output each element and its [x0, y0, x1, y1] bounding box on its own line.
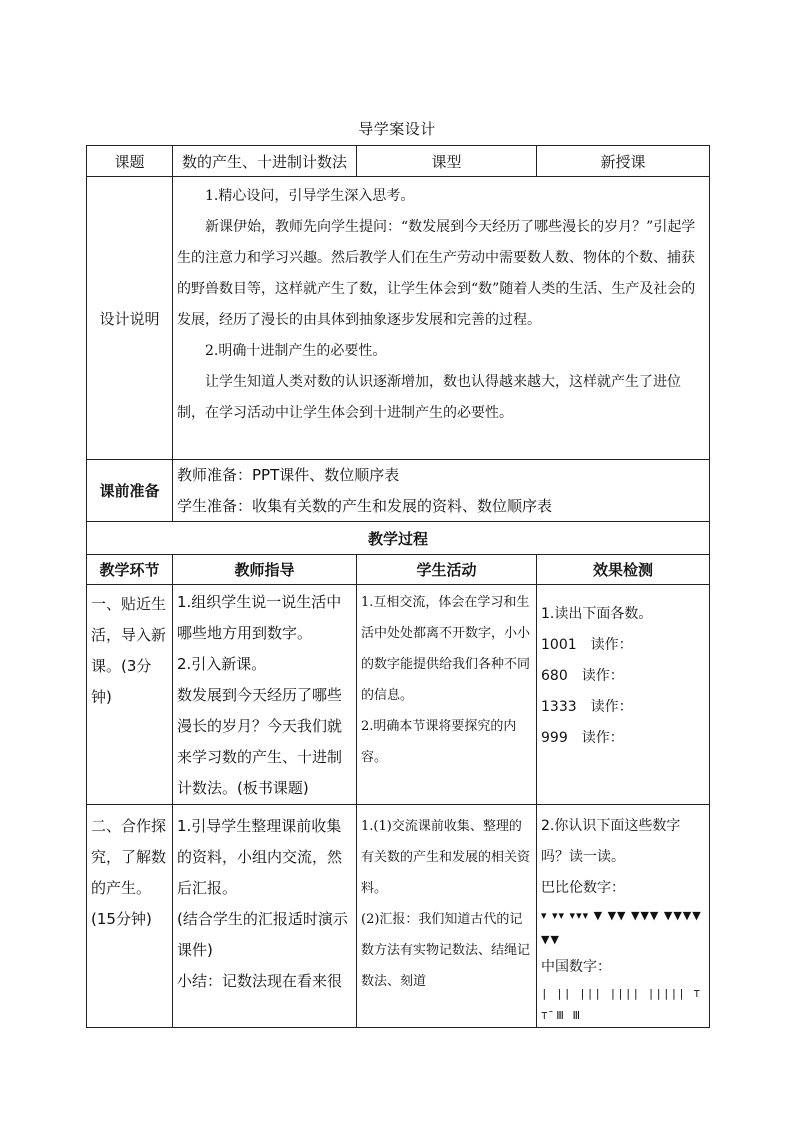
- student-cell: [357, 805, 537, 1028]
- check-line-2: 巴比伦数字：: [541, 880, 625, 896]
- design-content: [173, 177, 710, 460]
- design-point-2: 2.明确十进制产生的必要性。: [205, 343, 387, 359]
- check-cell: [537, 585, 710, 805]
- design-paragraph-1: 新课伊始，教师先向学生提问：“数发展到今天经历了哪些漫长的岁月？”引起学生的注意力和学习兴趣。然后教学人们在生产劳动中需要数人数、物体的个数、捕获的野兽数目等，这样就产生了数，让学生体会到“数”随着人类的生活、生产及社会的发展，经历了漫长的由具体到抽象逐步发展和完善的过程。: [177, 219, 696, 328]
- chinese-numerals-image: | || ||| |||| ||||| ⊤ ⊤̄ Ⅲ Ⅲ: [541, 987, 702, 1022]
- prep-teacher: 教师准备：PPT课件、数位顺序表: [177, 466, 400, 484]
- lesson-plan-table: [86, 145, 710, 1028]
- col-check: 效果检测: [537, 555, 710, 585]
- check-line-1: 1.读出下面各数。: [541, 606, 653, 622]
- teacher-line-2: 2.引入新课。: [177, 655, 267, 673]
- design-row: [87, 177, 710, 460]
- stage-text: 一、贴近生活，导入新课。(3分钟): [91, 595, 167, 706]
- topic-label: 课题: [87, 146, 173, 177]
- design-point-1: 1.精心设问，引导学生深入思考。: [205, 188, 415, 204]
- student-line-2: 2.明确本节课将要探究的内容。: [361, 719, 517, 765]
- document-title: 导学案设计: [358, 120, 436, 138]
- col-teacher: 教师指导: [173, 555, 357, 585]
- header-row: [87, 146, 710, 177]
- design-paragraph-2: 让学生知道人类对数的认识逐渐增加，数也认得越来越大，这样就产生了进位制，在学习活动中让学生体会到十进制产生的必要性。: [177, 374, 681, 421]
- teacher-line-1: 1.引导学生整理课前收集的资料，小组内交流，然后汇报。: [177, 817, 343, 897]
- student-line-2: (2)汇报：我们知道古代的记数方法有实物记数法、结绳记数法、刻道: [361, 912, 531, 989]
- teacher-line-3: 小结：记数法现在看来很: [177, 972, 343, 990]
- teacher-cell: [173, 585, 357, 805]
- design-label: 设计说明: [87, 177, 173, 460]
- teacher-line-2: (结合学生的汇报适时演示课件): [177, 910, 348, 959]
- stage-text: 二、合作探究，了解数的产生。(15分钟): [91, 817, 167, 928]
- check-line-5: 999 读作：: [541, 730, 624, 746]
- teacher-line-1: 1.组织学生说一说生活中哪些地方用到数字。: [177, 593, 342, 642]
- type-label: 课型: [357, 146, 537, 177]
- process-title-row: [87, 522, 710, 555]
- check-line-4: 1333 读作：: [541, 699, 633, 715]
- table-row: [87, 805, 710, 1028]
- stage-cell: [87, 805, 173, 1028]
- prep-student: 学生准备：收集有关数的产生和发展的资料、数位顺序表: [177, 496, 553, 515]
- table-row: [87, 585, 710, 805]
- babylonian-numerals-image: ▾ ▾▾ ▾▾▾ ▼ ▼▼ ▼▼▼ ▼▼▼▼ ▼▼: [541, 909, 702, 946]
- process-title: 教学过程: [87, 522, 710, 555]
- type-value: 新授课: [537, 146, 710, 177]
- stage-cell: [87, 585, 173, 805]
- column-header-row: [87, 555, 710, 585]
- topic-value: 数的产生、十进制计数法: [173, 146, 357, 177]
- check-cell: [537, 805, 710, 1028]
- prep-label: 课前准备: [87, 460, 173, 522]
- col-stage: 教学环节: [87, 555, 173, 585]
- teacher-cell: [173, 805, 357, 1028]
- col-student: 学生活动: [357, 555, 537, 585]
- check-line-3: 680 读作：: [541, 668, 624, 684]
- student-line-1: 1.(1)交流课前收集、整理的有关数的产生和发展的相关资料。: [361, 819, 531, 896]
- check-line-3: 中国数字：: [541, 959, 611, 975]
- check-line-2: 1001 读作：: [541, 637, 633, 653]
- check-line-1: 2.你认识下面这些数字吗？读一读。: [541, 818, 681, 865]
- student-cell: [357, 585, 537, 805]
- prep-row: [87, 460, 710, 522]
- student-line-1: 1.互相交流，体会在学习和生活中处处都离不开数字，小小的数字能提供给我们各种不同的信息。: [361, 595, 531, 703]
- teacher-line-3: 数发展到今天经历了哪些漫长的岁月？今天我们就来学习数的产生、十进制计数法。(板书课题): [177, 686, 343, 797]
- prep-content: [173, 460, 710, 522]
